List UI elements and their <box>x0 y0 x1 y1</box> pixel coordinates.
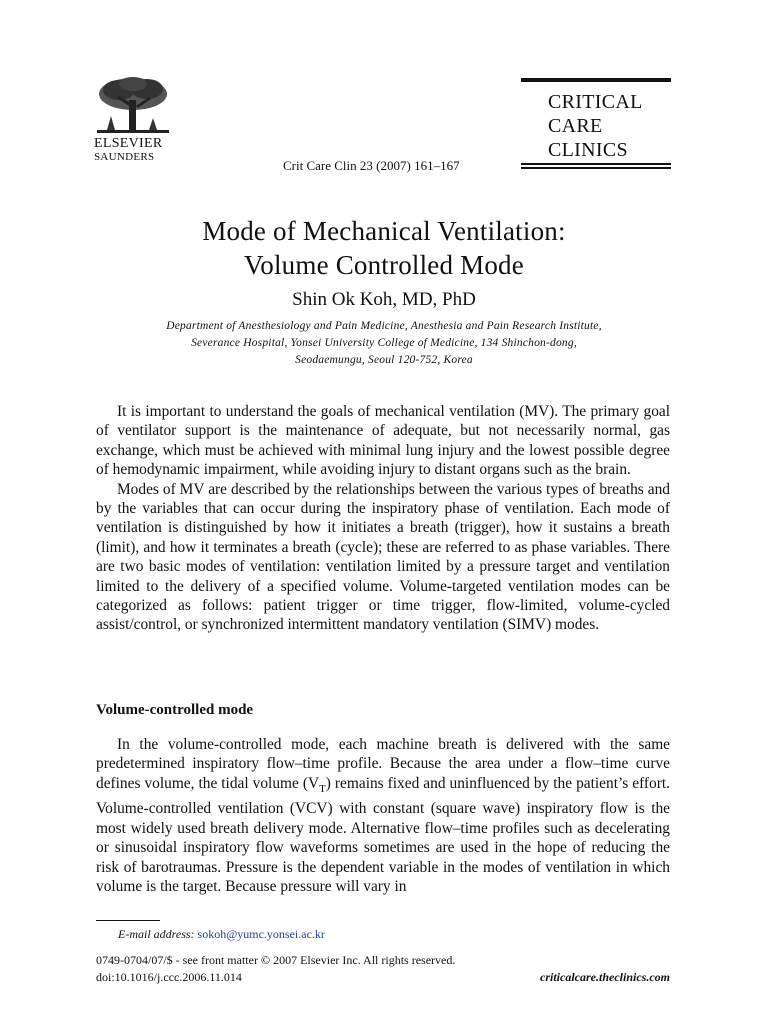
journal-rule-bottom-1 <box>521 163 671 165</box>
author-name: Shin Ok Koh, MD, PhD <box>292 289 476 310</box>
paragraph-3-part-2: ) remains fixed and uninfluenced by the patient’s effort. Volume-controlled ventilation (VCV) with constant (square wave) inspiratory flow is the most widely used breath delivery mode. Alternative flow–time profiles such as decelerating or sinusoidal inspiratory flow waveforms sometimes are used in the hope of reducing the risk of barotraumas. Pressure is the dependent variable in the modes of ventilation in which volume is the target. Because pressure will vary in <box>96 774 670 895</box>
footnote-rule <box>96 920 160 921</box>
doi: doi:10.1016/j.ccc.2006.11.014 <box>96 970 242 984</box>
affiliation-line-3: Seodaemungu, Seoul 120-752, Korea <box>295 354 473 366</box>
tidal-volume-subscript: T <box>319 782 326 795</box>
article-title-line-1: Mode of Mechanical Ventilation: <box>202 216 566 246</box>
journal-title-line-2: CARE <box>548 115 603 137</box>
footnote <box>118 927 325 942</box>
email-label: E-mail address: <box>118 927 195 941</box>
section-text <box>96 735 670 896</box>
article-title-line-2: Volume Controlled Mode <box>244 250 524 280</box>
journal-title-line-3: CLINICS <box>548 139 628 161</box>
journal-rule-bottom-2 <box>521 167 671 169</box>
email-link[interactable]: sokoh@yumc.yonsei.ac.kr <box>197 927 325 941</box>
section-heading: Volume-controlled mode <box>96 702 254 718</box>
paragraph-2: Modes of MV are described by the relationships between the various types of breaths and by the variables that can occur during the inspiratory phase of ventilation. Each mode of ventilation is distinguished by how it initiates a breath (trigger), how it sustains a breath (limit), and how it terminates a breath (cycle); these are referred to as phase variables. There are two basic modes of ventilation: ventilation limited by a pressure target and ventilation limited to the delivery of a specified volume. Volume-targeted ventilation modes can be categorized as follows: patient trigger or time trigger, flow-limited, volume-cycled assist/control, or synchronized intermittent mandatory ventilation (SIMV) modes. <box>96 480 670 634</box>
affiliation-line-1: Department of Anesthesiology and Pain Medicine, Anesthesia and Pain Research Institute, <box>166 320 602 332</box>
journal-citation: Crit Care Clin 23 (2007) 161–167 <box>283 158 460 173</box>
paragraph-1: It is important to understand the goals of mechanical ventilation (MV). The primary goal of ventilator support is the maintenance of adequate, but not necessarily normal, gas exchange, which must be achieved with minimal lung injury and the lowest possible degree of hemodynamic impairment, while avoiding injury to distant organs such as the brain. <box>96 403 670 479</box>
journal-rule-top <box>521 78 671 82</box>
intro-text <box>96 402 670 635</box>
journal-website[interactable]: criticalcare.theclinics.com <box>540 970 670 984</box>
paragraph-3-part-1: In the volume-controlled mode, each machine breath is delivered with the same predetermined inspiratory flow–time profile. Because the area under a flow–time curve defines volume, the tidal volume (V <box>96 736 670 792</box>
publisher-imprint: SAUNDERS <box>94 151 155 163</box>
copyright-line: 0749-0704/07/$ - see front matter © 2007 Elsevier Inc. All rights reserved. <box>96 953 456 967</box>
paragraph-3 <box>96 735 670 896</box>
publisher-name: ELSEVIER <box>94 136 163 151</box>
journal-title-line-1: CRITICAL <box>548 91 643 113</box>
tree-icon <box>93 76 173 136</box>
affiliation-line-2: Severance Hospital, Yonsei University College of Medicine, 134 Shinchon-dong, <box>191 337 577 349</box>
